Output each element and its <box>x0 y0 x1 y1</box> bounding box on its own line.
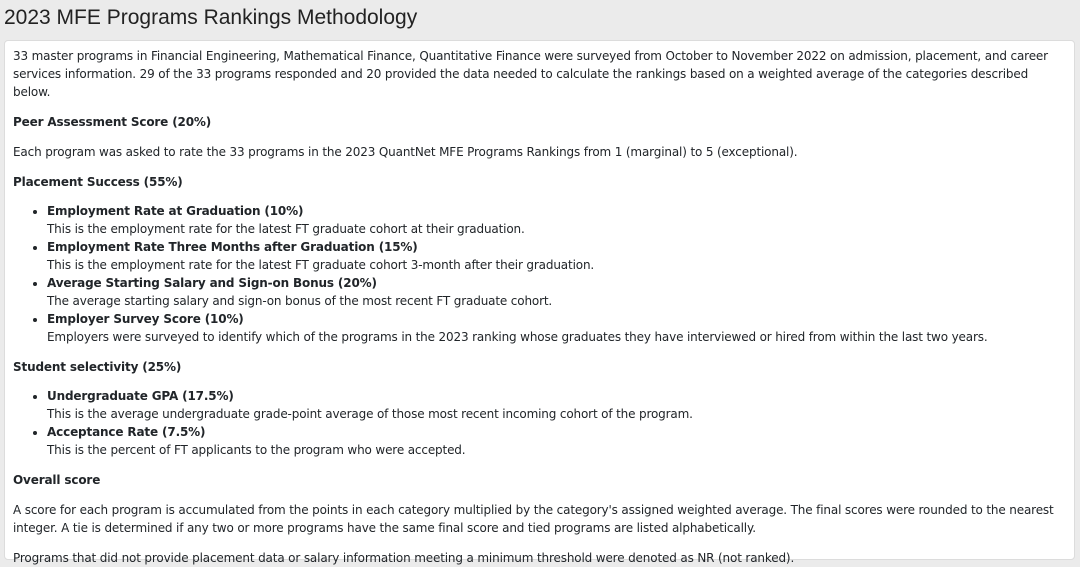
item-text: This is the employment rate for the latest FT graduate cohort 3-month after their graduation. <box>47 258 595 272</box>
item-title: • Acceptance Rate (7.5%) <box>47 425 206 439</box>
list-item <box>47 238 1066 274</box>
list-item <box>47 274 1066 310</box>
item-text: This is the average undergraduate grade-point average of those most recent incoming cohort of the program. <box>47 407 693 421</box>
placement-list <box>13 202 1066 346</box>
placement-heading: Placement Success (55%) <box>13 175 183 189</box>
selectivity-list <box>13 387 1066 459</box>
list-item <box>47 387 1066 423</box>
item-text: The average starting salary and sign-on bonus of the most recent FT graduate cohort. <box>47 294 553 308</box>
item-title: • Employment Rate Three Months after Graduation (15%) <box>47 240 418 254</box>
peer-heading: Peer Assessment Score (20%) <box>13 115 212 129</box>
page-title: 2023 MFE Programs Rankings Methodology <box>4 6 418 29</box>
item-title: • Employment Rate at Graduation (10%) <box>47 204 304 218</box>
overall-heading: Overall score <box>13 473 101 487</box>
intro-text: 33 master programs in Financial Engineering, Mathematical Finance, Quantitative Finance were surveyed from October to November 2022 on admission, placement, and career services information. 29 of the 33 programs responded and 20 provided the data needed to calculate the rankings based on a weighted average of the categories described below. <box>13 49 1048 99</box>
list-item <box>47 423 1066 459</box>
list-item <box>47 202 1066 238</box>
item-text: Employers were surveyed to identify which of the programs in the 2023 ranking whose graduates they have interviewed or hired from within the last two years. <box>47 330 988 344</box>
peer-text: Each program was asked to rate the 33 programs in the 2023 QuantNet MFE Programs Rankings from 1 (marginal) to 5 (exceptional). <box>13 145 798 159</box>
item-title: • Employer Survey Score (10%) <box>47 312 244 326</box>
nr-text: Programs that did not provide placement data or salary information meeting a minimum threshold were denoted as NR (not ranked). <box>13 551 795 565</box>
item-title: • Undergraduate GPA (17.5%) <box>47 389 234 403</box>
item-text: This is the employment rate for the latest FT graduate cohort at their graduation. <box>47 222 525 236</box>
item-text: This is the percent of FT applicants to the program who were accepted. <box>47 443 466 457</box>
item-title: • Average Starting Salary and Sign-on Bonus (20%) <box>47 276 377 290</box>
methodology-card <box>4 40 1075 565</box>
selectivity-heading: Student selectivity (25%) <box>13 360 182 374</box>
list-item <box>47 310 1066 346</box>
overall-text: A score for each program is accumulated from the points in each category multiplied by the category's assigned weighted average. The final scores were rounded to the nearest integer. A tie is determined if any two or more programs have the same final score and tied programs are listed alphabetically. <box>13 503 1054 535</box>
